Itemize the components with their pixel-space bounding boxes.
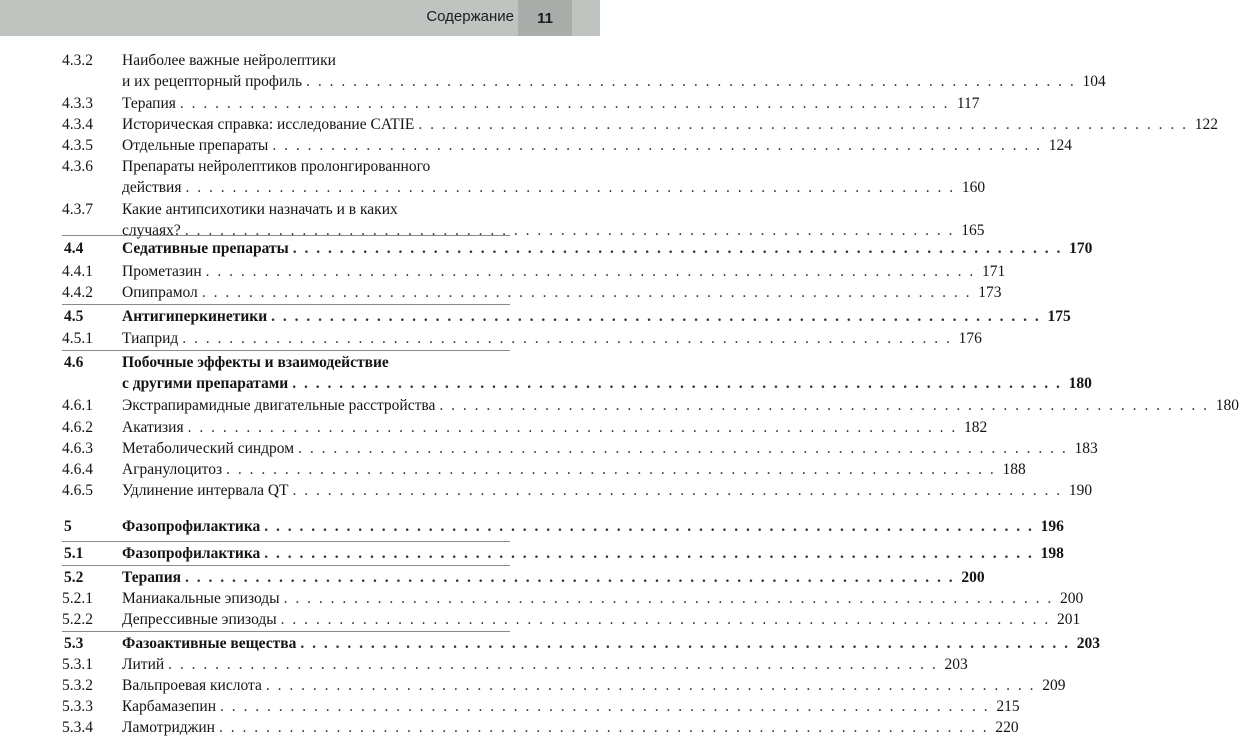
toc-leader-dots: . . . . . . . . . . . . . . . . . . . . . . . . . . . . . . . . . . . . . . . . . . . . . . . . . . . . . . . . . . . . . . . . . .	[201, 284, 972, 301]
toc-entry-title: Антигиперкинетики	[122, 308, 268, 325]
toc-entry-page: 122	[1194, 116, 1219, 133]
toc-entry-title: Фазопрофилактика	[122, 545, 261, 562]
toc-entry-page: 160	[961, 179, 986, 196]
toc-entry-title: Литий	[122, 656, 165, 673]
toc-entry-number: 5.3.1	[62, 656, 93, 673]
toc-entry-page: 201	[1057, 611, 1081, 628]
toc-entry-number: 5	[64, 518, 72, 535]
toc-entry-number: 4.4	[64, 240, 84, 257]
toc-entry-number: 5.2.1	[62, 590, 93, 607]
toc-entry-page: 117	[956, 95, 980, 112]
toc-entry-title: Маниакальные эпизоды	[122, 590, 280, 607]
toc-entry-page: 183	[1074, 440, 1098, 457]
toc-entry-number: 5.3.2	[62, 677, 93, 694]
toc-entry-page: 104	[1082, 73, 1106, 90]
toc-entry-title: и их рецепторный профиль	[122, 73, 303, 90]
toc-entry-number: 5.3.4	[62, 719, 93, 736]
toc-entry-number: 4.6.1	[62, 397, 93, 414]
section-separator	[62, 631, 510, 632]
running-header-title: Содержание	[426, 8, 514, 25]
toc-leader-dots: . . . . . . . . . . . . . . . . . . . . . . . . . . . . . . . . . . . . . . . . . . . . . . . . . . . . . . . . . . . . . . . . . .	[264, 518, 1034, 535]
toc-entry-title: Препараты нейролептиков пролонгированного	[122, 158, 431, 175]
toc-leader-dots: . . . . . . . . . . . . . . . . . . . . . . . . . . . . . . . . . . . . . . . . . . . . . . . . . . . . . . . . . . . . . . . . . .	[265, 677, 1036, 694]
toc-entry-title: Карбамазепин	[122, 698, 216, 715]
toc-entry-title: Побочные эффекты и взаимодействие	[122, 354, 389, 371]
toc-entry-title: Тиаприд	[122, 330, 179, 347]
toc-leader-dots: . . . . . . . . . . . . . . . . . . . . . . . . . . . . . . . . . . . . . . . . . . . . . . . . . . . . . . . . . . . . . . . . . .	[187, 419, 958, 436]
toc-leader-dots: . . . . . . . . . . . . . . . . . . . . . . . . . . . . . . . . . . . . . . . . . . . . . . . . . . . . . . . . . . . . . . . . . .	[418, 116, 1189, 133]
toc-leader-dots: . . . . . . . . . . . . . . . . . . . . . . . . . . . . . . . . . . . . . . . . . . . . . . . . . . . . . . . . . . . . . . . . . .	[272, 137, 1042, 154]
toc-entry-title: Агранулоцитоз	[122, 461, 223, 478]
toc-entry-page: 220	[995, 719, 1019, 736]
toc-entry-number: 4.6.4	[62, 461, 93, 478]
toc-entry-number: 4.6	[64, 354, 84, 371]
toc-leader-dots: . . . . . . . . . . . . . . . . . . . . . . . . . . . . . . . . . . . . . . . . . . . . . . . . . . . . . . . . . . . . . . . . . .	[168, 656, 938, 673]
toc-leader-dots: . . . . . . . . . . . . . . . . . . . . . . . . . . . . . . . . . . . . . . . . . . . . . . . . . . . . . . . . . . . . . . . . . .	[218, 719, 989, 736]
toc-leader-dots: . . . . . . . . . . . . . . . . . . . . . . . . . . . . . . . . . . . . . . . . . . . . . . . . . . . . . . . . . . . . . . . . . .	[184, 222, 955, 239]
toc-entry-number: 4.5	[64, 308, 84, 325]
toc-leader-dots: . . . . . . . . . . . . . . . . . . . . . . . . . . . . . . . . . . . . . . . . . . . . . . . . . . . . . . . . . . . . . . . . . .	[306, 73, 1076, 90]
page-number: 11	[518, 0, 572, 36]
toc-entry-number: 4.6.2	[62, 419, 93, 436]
toc-entry-page: 188	[1002, 461, 1026, 478]
toc-entry-page: 175	[1047, 308, 1071, 325]
toc-entry-page: 215	[996, 698, 1020, 715]
toc-leader-dots: . . . . . . . . . . . . . . . . . . . . . . . . . . . . . . . . . . . . . . . . . . . . . . . . . . . . . . . . . . . . . . . . . .	[220, 698, 990, 715]
toc-entry-title: Ламотриджин	[122, 719, 215, 736]
toc-entry-page: 170	[1069, 240, 1093, 257]
toc-entry-title: Депрессивные эпизоды	[122, 611, 277, 628]
toc-entry-page: 200	[1059, 590, 1084, 607]
toc-entry-title: Экстрапирамидные двигательные расстройства	[122, 397, 436, 414]
toc-entry-page: 203	[944, 656, 968, 673]
toc-entry-page: 173	[978, 284, 1002, 301]
toc-entry-number: 4.3.4	[62, 116, 93, 133]
toc-leader-dots: . . . . . . . . . . . . . . . . . . . . . . . . . . . . . . . . . . . . . . . . . . . . . . . . . . . . . . . . . . . . . . . . . .	[280, 611, 1051, 628]
toc-leader-dots: . . . . . . . . . . . . . . . . . . . . . . . . . . . . . . . . . . . . . . . . . . . . . . . . . . . . . . . . . . . . . . . . . .	[292, 240, 1063, 257]
toc-entry-number: 4.6.3	[62, 440, 93, 457]
toc-entry-title: случаях?	[122, 222, 181, 239]
toc-entry-number: 4.3.7	[62, 201, 93, 218]
toc-entry-title: Фазопрофилактика	[122, 518, 261, 535]
toc-entry-title: Прометазин	[122, 263, 202, 280]
section-separator	[62, 565, 510, 566]
toc-entry-title: Наиболее важные нейролептики	[122, 52, 336, 69]
toc-entry-title: Седативные препараты	[122, 240, 289, 257]
toc-leader-dots: . . . . . . . . . . . . . . . . . . . . . . . . . . . . . . . . . . . . . . . . . . . . . . . . . . . . . . . . . . . . . . . . . .	[283, 590, 1054, 607]
toc-entry-number: 5.3	[64, 635, 84, 652]
toc-leader-dots: . . . . . . . . . . . . . . . . . . . . . . . . . . . . . . . . . . . . . . . . . . . . . . . . . . . . . . . . . . . . . . . . . .	[226, 461, 996, 478]
toc-entry-page: 165	[961, 222, 985, 239]
toc-leader-dots: . . . . . . . . . . . . . . . . . . . . . . . . . . . . . . . . . . . . . . . . . . . . . . . . . . . . . . . . . . . . . . . . . .	[298, 440, 1068, 457]
toc-entry-title: с другими препаратами	[122, 375, 289, 392]
toc-leader-dots: . . . . . . . . . . . . . . . . . . . . . . . . . . . . . . . . . . . . . . . . . . . . . . . . . . . . . . . . . . . . . . . . . .	[182, 330, 952, 347]
toc-entry-number: 5.1	[64, 545, 84, 562]
toc-entry-page: 182	[963, 419, 988, 436]
toc-leader-dots: . . . . . . . . . . . . . . . . . . . . . . . . . . . . . . . . . . . . . . . . . . . . . . . . . . . . . . . . . . . . . . . . . .	[292, 375, 1062, 392]
toc-entry-page: 180	[1215, 397, 1239, 414]
toc-entry-title: действия	[122, 179, 182, 196]
toc-entry-page: 171	[982, 263, 1006, 280]
toc-entry-page: 176	[958, 330, 982, 347]
toc-entry-title: Метаболический синдром	[122, 440, 295, 457]
toc-entry-page: 209	[1042, 677, 1066, 694]
toc-entry-page: 203	[1076, 635, 1100, 652]
toc-entry-page: 196	[1040, 518, 1064, 535]
section-separator	[62, 304, 510, 305]
toc-entry-page: 124	[1048, 137, 1072, 154]
toc-entry-number: 4.5.1	[62, 330, 93, 347]
toc-entry-title: Акатизия	[122, 419, 184, 436]
toc-leader-dots: . . . . . . . . . . . . . . . . . . . . . . . . . . . . . . . . . . . . . . . . . . . . . . . . . . . . . . . . . . . . . . . . . .	[264, 545, 1034, 562]
toc-entry-number: 4.3.3	[62, 95, 93, 112]
toc-entry-title: Историческая справка: исследование CATIE	[122, 116, 415, 133]
toc-entry-title: Фазоактивные вещества	[122, 635, 297, 652]
toc-leader-dots: . . . . . . . . . . . . . . . . . . . . . . . . . . . . . . . . . . . . . . . . . . . . . . . . . . . . . . . . . . . . . . . . . .	[205, 263, 976, 280]
toc-entry-number: 5.2.2	[62, 611, 93, 628]
toc-entry-number: 4.3.5	[62, 137, 93, 154]
toc-entry-page: 190	[1068, 482, 1093, 499]
toc-entry-page: 198	[1040, 545, 1064, 562]
toc-entry-title: Какие антипсихотики назначать и в каких	[122, 201, 398, 218]
toc-leader-dots: . . . . . . . . . . . . . . . . . . . . . . . . . . . . . . . . . . . . . . . . . . . . . . . . . . . . . . . . . . . . . . . . . .	[271, 308, 1041, 325]
toc-entry-title: Опипрамол	[122, 284, 198, 301]
toc-entry-number: 4.3.2	[62, 52, 93, 69]
section-separator	[62, 350, 510, 351]
toc-entry-title: Терапия	[122, 95, 176, 112]
toc-entry-title: Удлинение интервала QT	[122, 482, 289, 499]
toc-entry-number: 5.2	[64, 569, 84, 586]
toc-leader-dots: . . . . . . . . . . . . . . . . . . . . . . . . . . . . . . . . . . . . . . . . . . . . . . . . . . . . . . . . . . . . . . . . . .	[179, 95, 950, 112]
toc-entry-number: 4.3.6	[62, 158, 93, 175]
toc-entry-number: 4.4.1	[62, 263, 93, 280]
toc-leader-dots: . . . . . . . . . . . . . . . . . . . . . . . . . . . . . . . . . . . . . . . . . . . . . . . . . . . . . . . . . . . . . . . . . .	[439, 397, 1209, 414]
toc-entry-title: Терапия	[122, 569, 182, 586]
toc-leader-dots: . . . . . . . . . . . . . . . . . . . . . . . . . . . . . . . . . . . . . . . . . . . . . . . . . . . . . . . . . . . . . . . . . .	[300, 635, 1070, 652]
toc-entry-page: 180	[1068, 375, 1092, 392]
toc-entry-title: Вальпроевая кислота	[122, 677, 262, 694]
toc-entry-number: 4.4.2	[62, 284, 93, 301]
toc-entry-title: Отдельные препараты	[122, 137, 269, 154]
toc-leader-dots: . . . . . . . . . . . . . . . . . . . . . . . . . . . . . . . . . . . . . . . . . . . . . . . . . . . . . . . . . . . . . . . . . .	[185, 179, 956, 196]
toc-entry-page: 200	[961, 569, 985, 586]
toc-entry-number: 4.6.5	[62, 482, 93, 499]
section-separator	[62, 541, 510, 542]
toc-entry-number: 5.3.3	[62, 698, 93, 715]
toc-leader-dots: . . . . . . . . . . . . . . . . . . . . . . . . . . . . . . . . . . . . . . . . . . . . . . . . . . . . . . . . . . . . . . . . . .	[292, 482, 1063, 499]
toc-leader-dots: . . . . . . . . . . . . . . . . . . . . . . . . . . . . . . . . . . . . . . . . . . . . . . . . . . . . . . . . . . . . . . . . . .	[185, 569, 955, 586]
